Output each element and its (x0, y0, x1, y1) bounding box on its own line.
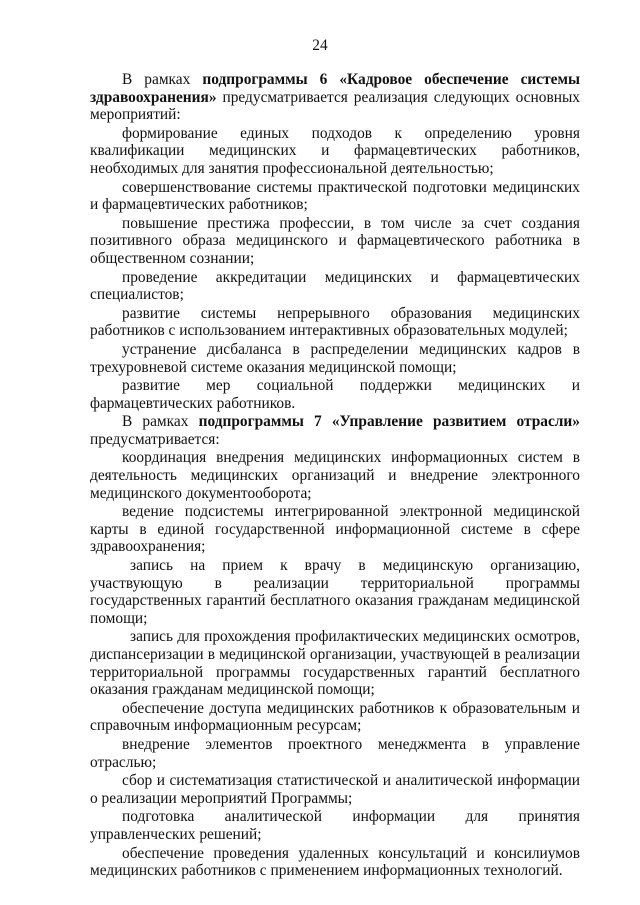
paragraph-measure: повышение престижа профессии, в том числе за счет создания позитивного образа медицинского и фармацевтического работника в общественном сознании; (90, 214, 580, 267)
paragraph-measure: координация внедрения медицинских информационных систем в деятельность медицинских организаций и внедрение электронного медицинского документооборота; (90, 449, 580, 502)
paragraph-lead: В рамках (122, 71, 203, 88)
page-number: 24 (312, 37, 328, 54)
paragraph-measure: устранение дисбаланса в распределении медицинских кадров в трехуровневой системе оказания медицинской помощи; (90, 340, 580, 376)
subprogram-7-title: подпрограммы 7 «Управление развитием отрасли» (198, 413, 580, 431)
paragraph-measure: совершенствование системы практической подготовки медицинских и фармацевтических работников; (90, 178, 580, 214)
paragraph-measure: развитие системы непрерывного образования медицинских работников с использованием интерактивных образовательных модулей; (90, 304, 580, 340)
subprogram-6-title: подпрограммы 6 «Кадровое обеспечение системы здравоохранения» (90, 71, 580, 106)
paragraph-measure: развитие мер социальной поддержки медицинских и фармацевтических работников. (90, 377, 580, 412)
paragraph-measure: внедрение элементов проектного менеджмента в управление отраслью; (90, 735, 580, 771)
paragraph-measure: проведение аккредитации медицинских и фармацевтических специалистов; (90, 268, 580, 304)
paragraph-lead: В рамках (122, 413, 199, 431)
paragraph-measure: подготовка аналитической информации для принятия управленческих решений; (90, 808, 580, 843)
paragraph-subprogram-6-intro (90, 71, 580, 124)
paragraph-measure: обеспечение доступа медицинских работников к образовательным и справочным информационным ресурсам; (90, 699, 580, 735)
paragraph-tail: предусматривается реализация следующих основных мероприятий: (90, 88, 580, 124)
paragraph-subprogram-7-intro (90, 413, 580, 448)
paragraph-measure: запись для прохождения профилактических медицинских осмотров, диспансеризации в медицинской организации, участвующей в реализации территориальной программы государственных гарантий бесплатного оказания гражданам медицинской помощи; (90, 628, 580, 699)
paragraph-measure: формирование единых подходов к определению уровня квалификации медицинских и фармацевтических работников, необходимых для занятия профессиональной деятельностью; (90, 124, 580, 177)
paragraph-tail: предусматривается: (90, 430, 220, 448)
body-text (90, 71, 580, 881)
paragraph-measure: сбор и систематизация статистической и аналитической информации о реализации мероприятий Программы; (90, 772, 580, 807)
paragraph-measure: обеспечение проведения удаленных консультаций и консилиумов медицинских работников с применением информационных технологий. (90, 844, 580, 880)
paragraph-measure: запись на прием к врачу в медицинскую организацию, участвующую в реализации территориальной программы государственных гарантий бесплатного оказания гражданам медицинской помощи; (90, 557, 580, 627)
paragraph-measure: ведение подсистемы интегрированной электронной медицинской карты в единой государственной информационной системе в сфере здравоохранения; (90, 503, 580, 556)
